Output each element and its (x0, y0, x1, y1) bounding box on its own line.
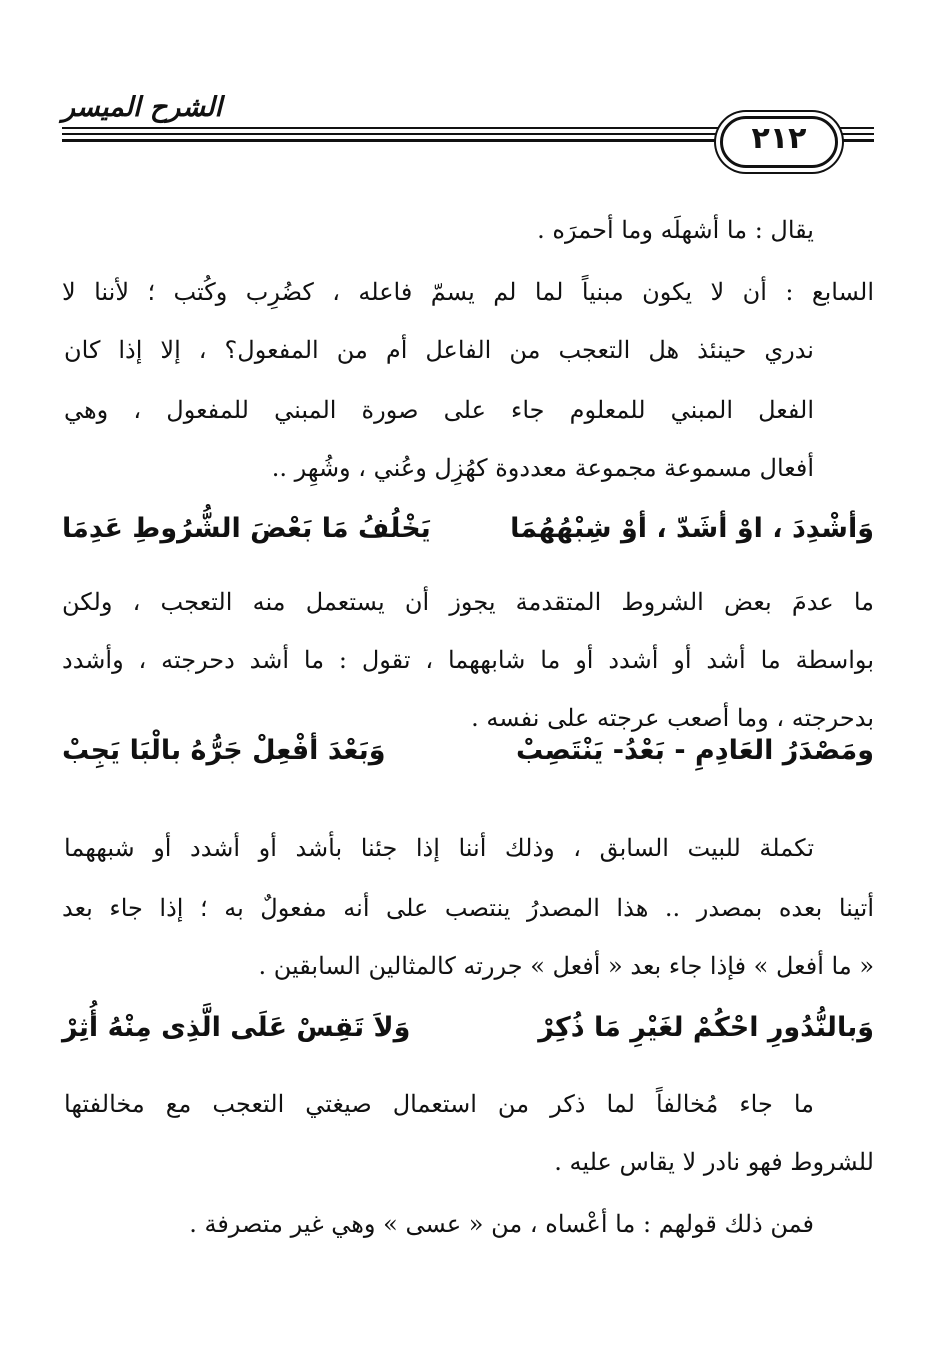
text-line: فمن ذلك قولهم : ما أعْساه ، من « عسى » وهي غير متصرفة . (189, 1210, 814, 1238)
verse-line (62, 1014, 874, 1048)
verse-hemistich-second: وَبَعْدَ أفْعِلْ جَرُّهُ بالْبَا يَجِبْ (62, 735, 386, 766)
text-line: بدحرجته ، وما أصعب عرجته على نفسه . (471, 704, 874, 732)
text-line: يقال : ما أشهلَه وما أحمرَه . (537, 216, 814, 244)
text-line: للشروط فهو نادر لا يقاس عليه . (554, 1148, 874, 1176)
text-line: تكملة للبيت السابق ، وذلك أننا إذا جئنا بأشد أو أشدد أو شبههما (64, 834, 814, 862)
text-line: « ما أفعل » فإذا جاء بعد « أفعل » جررته كالمثالين السابقين . (258, 952, 874, 980)
verse-hemistich-second: يَخْلُفُ مَا بَعْضَ الشُّرُوطِ عَدِمَا (62, 513, 431, 544)
verse-hemistich-first: وَبالنُّدُورِ احْكُمْ لغَيْرِ مَا ذُكِرْ (538, 1012, 874, 1043)
verse-hemistich-first: ومَصْدَرُ العَادِمِ - بَعْدُ- يَنْتَصِبْ (515, 735, 874, 766)
running-head: الشرح الميسر (62, 92, 223, 123)
text-line: السابع : أن لا يكون مبنياً لما لم يسمّ فاعله ، كضُرِب وكُتب ؛ لأننا لا (62, 278, 874, 306)
text-line: أفعال مسموعة مجموعة معددوة كهُزِل وعُني ، وشُهِر .. (271, 454, 814, 482)
verse-line (62, 515, 874, 549)
text-line: بواسطة ما أشد أو أشدد أو ما شابههما ، تقول : ما أشد دحرجته ، وأشدد (62, 646, 874, 674)
text-line: ما عدمَ بعض الشروط المتقدمة يجوز أن يستعمل منه التعجب ، ولكن (62, 588, 874, 616)
text-line: ندري حينئذ هل التعجب من الفاعل أم من المفعول؟ ، إلا إذا كان (64, 336, 814, 364)
text-line: الفعل المبني للمعلوم جاء على صورة المبني للمفعول ، وهي (64, 396, 814, 424)
page-number: ٢١٢ (751, 121, 807, 156)
verse-hemistich-second: وَلاَ تَقِسْ عَلَى الَّذِى مِنْهُ أُثِرْ (62, 1012, 411, 1043)
text-line: ما جاء مُخالفاً لما ذكر من استعمال صيغتي التعجب مع مخالفتها (64, 1090, 814, 1118)
verse-hemistich-first: وَأشْدِدَ ، اوْ أشَدّ ، أوْ شِبْهُهُمَا (510, 513, 874, 544)
text-line: أتينا بعده بمصدر .. هذا المصدرُ ينتصب على أنه مفعولٌ به ؛ إذا جاء بعد (62, 894, 874, 922)
verse-line (62, 737, 874, 771)
